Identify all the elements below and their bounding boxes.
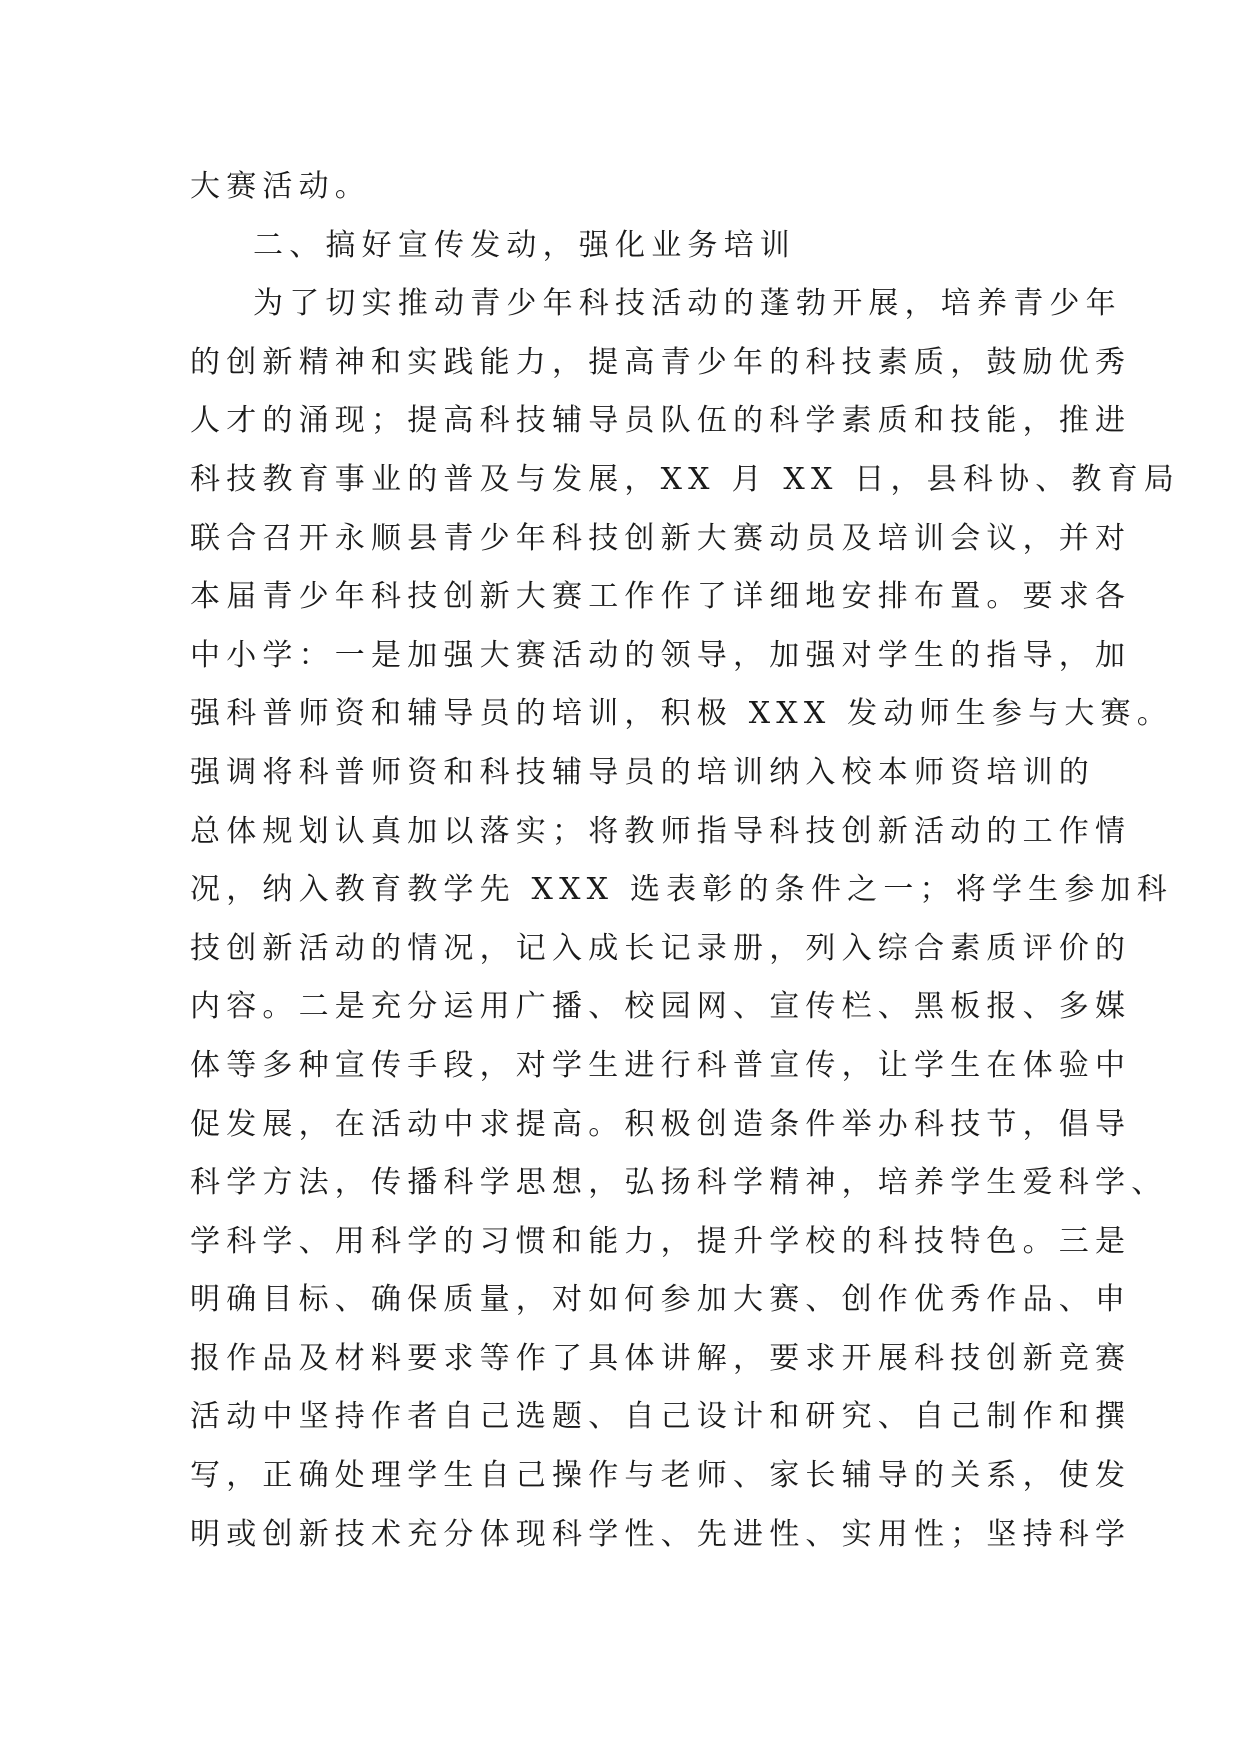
section-heading: 二、搞好宣传发动，强化业务培训 xyxy=(253,227,796,263)
text-line: 本届青少年科技创新大赛工作作了详细地安排布置。要求各 xyxy=(190,579,1132,615)
text-line: 学科学、用科学的习惯和能力，提升学校的科技特色。三是 xyxy=(190,1223,1132,1259)
text-line: 况，纳入教育教学先 XXX 选表彰的条件之一；将学生参加科 xyxy=(190,872,1173,908)
paragraph-first-line: 为了切实推动青少年科技活动的蓬勃开展，培养青少年 xyxy=(253,286,1122,322)
text-line: 科技教育事业的普及与发展，XX 月 XX 日，县科协、教育局 xyxy=(190,461,1181,497)
text-line: 大赛活动。 xyxy=(190,169,371,204)
text-line: 技创新活动的情况，记入成长记录册，列入综合素质评价的 xyxy=(190,930,1132,966)
text-line: 总体规划认真加以落实；将教师指导科技创新活动的工作情 xyxy=(190,813,1132,849)
text-line: 中小学：一是加强大赛活动的领导，加强对学生的指导，加 xyxy=(190,637,1132,673)
text-line: 强科普师资和辅导员的培训，积极 XXX 发动师生参与大赛。 xyxy=(190,696,1173,732)
text-line: 明或创新技术充分体现科学性、先进性、实用性；坚持科学 xyxy=(190,1516,1132,1552)
text-line: 科学方法，传播科学思想，弘扬科学精神，培养学生爱科学、 xyxy=(190,1165,1168,1201)
text-line: 活动中坚持作者自己选题、自己设计和研究、自己制作和撰 xyxy=(190,1399,1132,1435)
text-line: 内容。二是充分运用广播、校园网、宣传栏、黑板报、多媒 xyxy=(190,989,1132,1025)
text-line: 联合召开永顺县青少年科技创新大赛动员及培训会议，并对 xyxy=(190,520,1132,556)
text-line: 写，正确处理学生自己操作与老师、家长辅导的关系，使发 xyxy=(190,1458,1132,1494)
text-line: 体等多种宣传手段，对学生进行科普宣传，让学生在体验中 xyxy=(190,1047,1132,1083)
text-line: 人才的涌现；提高科技辅导员队伍的科学素质和技能，推进 xyxy=(190,403,1132,439)
text-line: 强调将科普师资和科技辅导员的培训纳入校本师资培训的 xyxy=(190,754,1095,790)
text-line: 明确目标、确保质量，对如何参加大赛、创作优秀作品、申 xyxy=(190,1282,1132,1318)
text-line: 的创新精神和实践能力，提高青少年的科技素质，鼓励优秀 xyxy=(190,344,1132,380)
text-line: 促发展，在活动中求提高。积极创造条件举办科技节，倡导 xyxy=(190,1106,1132,1142)
body-text xyxy=(190,158,1181,1564)
text-line: 报作品及材料要求等作了具体讲解，要求开展科技创新竞赛 xyxy=(190,1340,1132,1376)
